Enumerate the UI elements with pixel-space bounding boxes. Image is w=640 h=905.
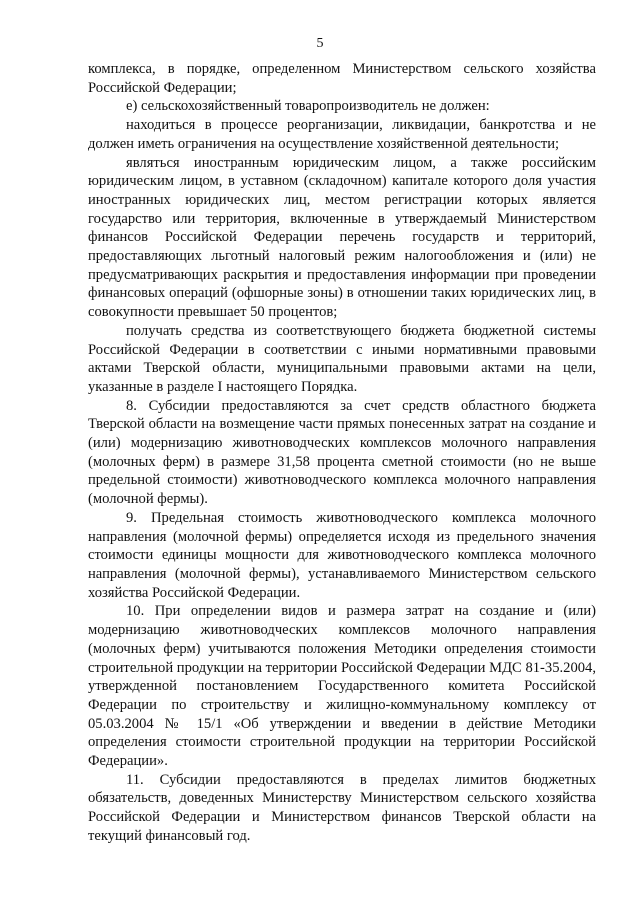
paragraph-8: 8. Субсидии предоставляются за счет средств областного бюджета Тверской области на возмещение части прямых понесенных затрат на создание и (или) модернизацию животноводческих комплексов молочного направления (молочных ферм) в размере 31,58 процента сметной стоимости (но не выше предельной стоимости) животноводческого комплекса молочного направления (молочной фермы). — [88, 397, 596, 508]
paragraph-budget-funds: получать средства из соответствующего бюджета бюджетной системы Российской Федерации в соответствии с иными нормативными правовыми актами Тверской области, муниципальными правовыми актами на цели, указанные в разделе I настоящего Порядка. — [88, 322, 596, 395]
page-number: 5 — [316, 36, 324, 51]
paragraph-item-e: е) сельскохозяйственный товаропроизводитель не должен: — [126, 98, 490, 115]
paragraph-10: 10. При определении видов и размера затрат на создание и (или) модернизацию животноводческих комплексов молочного направления (молочных ферм) учитываются положения Методики определения стоимости строительной продукции на территории Российской Федерации МДС 81-35.2004, утвержденной постановлением Государственного комитета Российской Федерации по строительству и жилищно-коммунальному комплексу от 05.03.2004 № 15/1 «Об утверждении и введении в действие Методики определения стоимости строительной продукции на территории Российской Федерации». — [88, 603, 596, 770]
document-body — [88, 60, 596, 846]
paragraph-11: 11. Субсидии предоставляются в пределах лимитов бюджетных обязательств, доведенных Министерству Министерством сельского хозяйства Российской Федерации и Министерством финансов Тверской области на текущий финансовый год. — [88, 771, 596, 844]
paragraph-foreign-entity: являться иностранным юридическим лицом, а также российским юридическим лицом, в уставном (складочном) капитале которого доля участия иностранных юридических лиц, местом регистрации которых является государство или территория, включенные в утверждаемый Министерством финансов Российской Федерации перечень государств и территорий, предоставляющих льготный налоговый режим налогообложения и (или) не предусматривающих раскрытия и предоставления информации при проведении финансовых операций (офшорные зоны) в отношении таких юридических лиц, в совокупности превышает 50 процентов; — [88, 154, 596, 321]
paragraph-reorganization: находиться в процессе реорганизации, ликвидации, банкротства и не должен иметь ограничения на осуществление хозяйственной деятельности; — [88, 117, 596, 152]
paragraph-continuation: комплекса, в порядке, определенном Министерством сельского хозяйства Российской Федерации; — [88, 61, 596, 96]
paragraph-9: 9. Предельная стоимость животноводческого комплекса молочного направления (молочной фермы) определяется исходя из предельного значения стоимости единицы мощности для животноводческого комплекса молочного направления (молочной фермы), устанавливаемого Министерством сельского хозяйства Российской Федерации. — [88, 509, 596, 601]
